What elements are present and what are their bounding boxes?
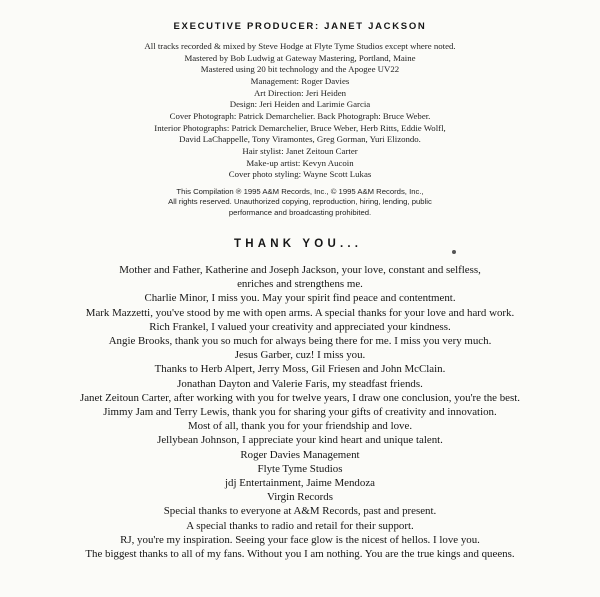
thanks-line: Jimmy Jam and Terry Lewis, thank you for sharing your gifts of creativity and innovation. xyxy=(103,406,497,419)
thanks-line: Most of all, thank you for your friendship and love. xyxy=(187,420,413,433)
credit-line: Cover photo styling: Wayne Scott Lukas xyxy=(228,169,372,180)
decorative-dot xyxy=(452,250,456,254)
executive-producer-heading: EXECUTIVE PRODUCER: JANET JACKSON xyxy=(173,21,427,32)
credit-line: Make-up artist: Kevyn Aucoin xyxy=(246,157,354,168)
copyright-notice xyxy=(0,187,600,218)
thank-you-block xyxy=(0,263,600,561)
thanks-line: Mark Mazzetti, you've stood by me with open arms. A special thanks for your love and hard work. xyxy=(85,306,515,319)
thank-you-heading: THANK YOU... xyxy=(234,238,363,250)
credit-line: David LaChappelle, Tony Viramontes, Greg Gorman, Yuri Elizondo. xyxy=(179,134,421,145)
credit-line: All tracks recorded & mixed by Steve Hodge at Flyte Tyme Studios except where noted. xyxy=(144,41,456,51)
credits-block xyxy=(0,41,600,181)
thanks-line: Flyte Tyme Studios xyxy=(257,462,343,475)
credit-line: Management: Roger Davies xyxy=(250,75,350,86)
thanks-line: Special thanks to everyone at A&M Records, past and present. xyxy=(163,505,437,518)
thanks-line: Rich Frankel, I valued your creativity and appreciated your kindness. xyxy=(149,320,451,333)
thanks-line: Roger Davies Management xyxy=(240,448,360,461)
thanks-line: jdj Entertainment, Jaime Mendoza xyxy=(224,477,375,490)
thanks-line: enriches and strengthens me. xyxy=(237,278,363,291)
thanks-line: The biggest thanks to all of my fans. Without you I am nothing. You are the true kings and queens. xyxy=(85,548,515,561)
credit-line: Mastered using 20 bit technology and the Apogee UV22 xyxy=(200,64,400,75)
copyright-line: performance and broadcasting prohibited. xyxy=(228,207,372,217)
credit-line: Interior Photographs: Patrick Demarchelier, Bruce Weber, Herb Ritts, Eddie Wolfl, xyxy=(154,122,446,133)
thanks-line: Jesus Garber, cuz! I miss you. xyxy=(234,349,366,362)
thanks-line: A special thanks to radio and retail for their support. xyxy=(186,519,414,532)
thanks-line: Mother and Father, Katherine and Joseph Jackson, your love, constant and selfless, xyxy=(119,264,481,276)
credit-line: Art Direction: Jeri Heiden xyxy=(253,87,347,98)
credit-line: Mastered by Bob Ludwig at Gateway Mastering, Portland, Maine xyxy=(184,52,416,63)
thanks-line: RJ, you're my inspiration. Seeing your face glow is the nicest of hellos. I love you. xyxy=(120,533,480,546)
thanks-line: Charlie Minor, I miss you. May your spirit find peace and contentment. xyxy=(144,292,456,305)
thanks-line: Virgin Records xyxy=(267,491,333,504)
credit-line: Hair stylist: Janet Zeitoun Carter xyxy=(242,145,358,156)
thanks-line: Jellybean Johnson, I appreciate your kind heart and unique talent. xyxy=(157,434,443,447)
credit-line: Design: Jeri Heiden and Larimie Garcia xyxy=(229,99,371,110)
thanks-line: Janet Zeitoun Carter, after working with you for twelve years, I draw one conclusion, you're the best. xyxy=(79,391,521,404)
thanks-line: Thanks to Herb Alpert, Jerry Moss, Gil Friesen and John McClain. xyxy=(154,363,446,376)
thanks-line: Angie Brooks, thank you so much for always being there for me. I miss you very much. xyxy=(108,335,492,348)
credit-line: Cover Photograph: Patrick Demarchelier. Back Photograph: Bruce Weber. xyxy=(169,110,431,121)
thanks-line: Jonathan Dayton and Valerie Faris, my steadfast friends. xyxy=(177,377,423,390)
copyright-line: All rights reserved. Unauthorized copying, reproduction, hiring, lending, public xyxy=(168,197,432,207)
copyright-line: This Compilation ℗ 1995 A&M Records, Inc., © 1995 A&M Records, Inc., xyxy=(176,187,424,196)
